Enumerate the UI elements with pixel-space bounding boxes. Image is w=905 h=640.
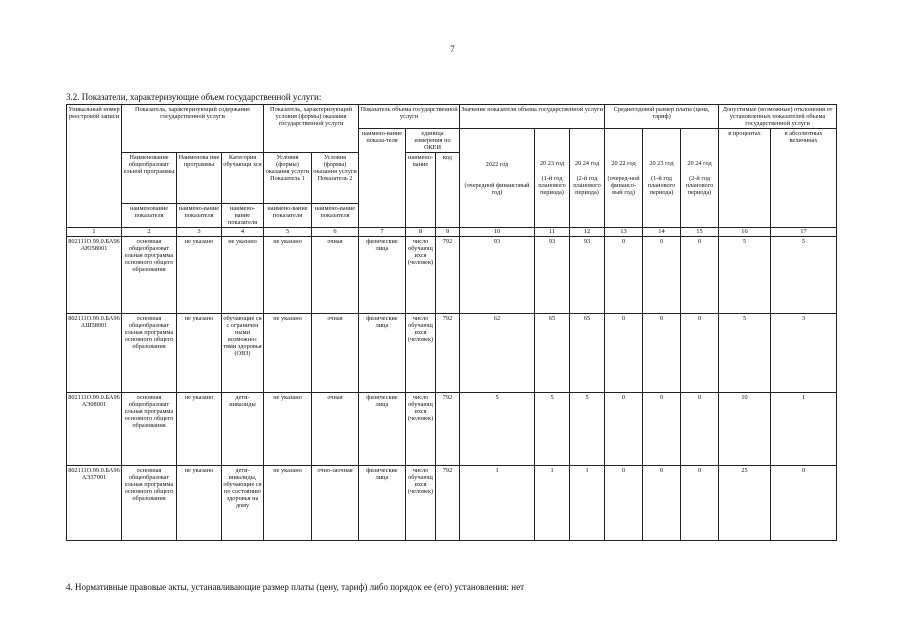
row-deviation-absolute: 1 [771,392,837,465]
row-value-2023: 93 [535,236,570,313]
header-year-2024-sub: (2-й год планового периода) [573,175,601,197]
header-fee-2024 [681,129,719,228]
header-name-indicator-2: наименование показателя [122,204,177,228]
row-unit: число обучающ ихся (человек) [406,236,436,313]
row-category: дети-инвалиды, обучающие ся по состоянию здоровья на дому [222,465,264,540]
row-code: 792 [436,392,460,465]
row-category: не указано [222,236,264,313]
row-code: 792 [436,313,460,392]
column-number: 17 [771,228,837,236]
row-value-2024: 1 [570,465,605,540]
table-row [67,392,837,465]
footer-note: 4. Нормативные правовые акты, устанавливающие размер платы (цену, тариф) либо порядок ее (его) установления: нет [66,582,525,592]
header-year-2022 [460,129,535,228]
column-number: 13 [605,228,643,236]
row-fee-2022: 0 [605,236,643,313]
row-unit: число обучающ ихся (человек) [406,465,436,540]
header-indicator-name: наимено-вание показа-теля [359,129,406,228]
row-deviation-percent: 5 [719,236,771,313]
column-number: 10 [460,228,535,236]
row-condition-1: не указано [264,236,312,313]
row-id: 802111О.99.0.БА96АЭ37001 [67,465,122,540]
row-fee-2023: 0 [643,465,681,540]
page-number: 7 [450,44,455,54]
header-year-2024-label: 20 24 год [574,160,600,168]
header-fee-2024-sub: (2-й год планового периода) [685,175,714,197]
section-title: 3.2. Показатели, характеризующие объем государственной услуги: [66,92,322,102]
header-condition-2: Условия (формы) оказания услуги Показатель 2 [312,153,359,204]
header-student-category: Категория обучающи хся [222,153,264,204]
header-name-indicator-3: наимено-вание показателя [177,204,222,228]
row-fee-2023: 0 [643,392,681,465]
header-fee-2022-label: 20 22 год [611,160,636,168]
header-deviation-group: Допустимые (возможные) отклонения от установленных показателей объема государственной услуги [719,105,837,129]
column-number: 5 [264,228,312,236]
row-fee-2024: 0 [681,392,719,465]
header-year-2022-sub: (очередной финансовый год) [464,181,530,196]
row-category: обучающие ся с ограничен ными возможнос тями здоровья (ОВЗ) [222,313,264,392]
row-code: 792 [436,236,460,313]
row-condition-2: очная [312,236,359,313]
row-deviation-absolute: 5 [771,236,837,313]
header-condition-1: Условия (формы) оказания услуги Показатель 1 [264,153,312,204]
column-number: 3 [177,228,222,236]
row-program: основная общеобразоват ельная программа основного общего образования [122,465,177,540]
header-year-2023 [535,129,570,228]
row-fee-2022: 0 [605,465,643,540]
column-number: 14 [643,228,681,236]
row-unit: число обучающ ихся (человек) [406,313,436,392]
row-id: 802111О.99.0.БА96АШ58001 [67,313,122,392]
row-fee-2024: 0 [681,313,719,392]
header-unique-number: Уникальный номер реестровой записи [67,105,122,228]
table-row [67,236,837,313]
column-number: 7 [359,228,406,236]
row-fee-2024: 0 [681,465,719,540]
column-number: 16 [719,228,771,236]
row-condition-1: не указано [264,313,312,392]
header-year-2024 [570,129,605,228]
header-fee-2022 [605,129,643,228]
header-dev-absolute: в абсолютных величинах [771,129,837,228]
row-condition-2: очно-заочная [312,465,359,540]
column-number: 2 [122,228,177,236]
table-row [67,313,837,392]
row-id: 802111О.99.0.БА96АЭ08001 [67,392,122,465]
header-name-indicator-6: наимено-вание показателя [312,204,359,228]
row-deviation-absolute: 0 [771,465,837,540]
header-year-2022-label: 2022 год [485,160,509,168]
row-value-2022: 62 [460,313,535,392]
header-year-2023-label: 20 23 год [539,160,565,168]
header-dev-percent: в процентах [719,129,771,228]
row-indicator: физические лица [359,236,406,313]
header-fee-2023-sub: (1-й год планового периода) [647,175,676,197]
row-program: основная общеобразоват ельная программа основного общего образования [122,392,177,465]
row-unit: число обучающ ихся (человек) [406,392,436,465]
row-condition-2: очная [312,392,359,465]
header-unit-group: единица измерения по ОКЕИ [406,129,460,153]
header-fee-2022-sub: (очеред-ной финансо-вый год) [607,175,640,197]
row-fee-2023: 0 [643,236,681,313]
row-value-2023: 5 [535,392,570,465]
header-volume-group: Показатель объема государственной услуги [359,105,460,129]
header-program-type: Наименова ние программы [177,153,222,204]
row-fee-2023: 0 [643,313,681,392]
row-program: основная общеобразоват ельная программа основного общего образования [122,313,177,392]
row-value-2023: 65 [535,313,570,392]
header-value-group: Значение показателя объема государственной услуги [460,105,605,129]
row-id: 802111О.99.0.БА96АЮ58001 [67,236,122,313]
column-number: 12 [570,228,605,236]
column-number: 6 [312,228,359,236]
row-condition-1: не указано [264,465,312,540]
header-name-indicator-5: наимено-вание показателя [264,204,312,228]
column-number: 9 [436,228,460,236]
row-deviation-percent: 5 [719,313,771,392]
header-fee-2023-label: 20 23 год [649,160,674,168]
header-fee-2024-label: 20 24 год [687,160,712,168]
row-fee-2022: 0 [605,313,643,392]
row-program-type: не указано [177,313,222,392]
row-value-2022: 1 [460,465,535,540]
row-deviation-percent: 25 [719,465,771,540]
row-indicator: физические лица [359,392,406,465]
column-number: 1 [67,228,122,236]
row-deviation-absolute: 3 [771,313,837,392]
header-unit-name: наимено-вание [406,153,436,228]
header-content-group: Показатель, характеризующий содержание государственной услуги [122,105,264,153]
header-fee-group: Среднегодовой размер платы (цена, тариф) [605,105,719,129]
column-number: 8 [406,228,436,236]
row-program: основная общеобразоват ельная программа основного общего образования [122,236,177,313]
row-deviation-percent: 10 [719,392,771,465]
row-value-2022: 5 [460,392,535,465]
row-code: 792 [436,465,460,540]
column-number: 4 [222,228,264,236]
row-fee-2024: 0 [681,236,719,313]
row-program-type: не указано [177,392,222,465]
header-unit-code: код [436,153,460,228]
header-conditions-group: Показатель, характеризующий условия (формы) оказания государственной услуги [264,105,359,153]
row-indicator: физические лица [359,465,406,540]
row-value-2024: 93 [570,236,605,313]
column-number: 11 [535,228,570,236]
header-name-indicator-4: наимено-вание показателя [222,204,264,228]
row-condition-1: не указано [264,392,312,465]
row-value-2023: 1 [535,465,570,540]
header-year-2023-sub: (1-й год планового периода) [538,175,566,197]
header-fee-2023 [643,129,681,228]
row-fee-2022: 0 [605,392,643,465]
column-number: 15 [681,228,719,236]
row-value-2024: 65 [570,313,605,392]
volume-indicators-table [66,104,837,541]
table-row [67,465,837,540]
row-value-2022: 93 [460,236,535,313]
row-program-type: не указано [177,236,222,313]
row-category: дети-инвалиды [222,392,264,465]
header-program-name: Наименование общеобразоват ельной программы [122,153,177,204]
row-indicator: физические лица [359,313,406,392]
row-condition-2: очная [312,313,359,392]
row-value-2024: 5 [570,392,605,465]
row-program-type: не указано [177,465,222,540]
